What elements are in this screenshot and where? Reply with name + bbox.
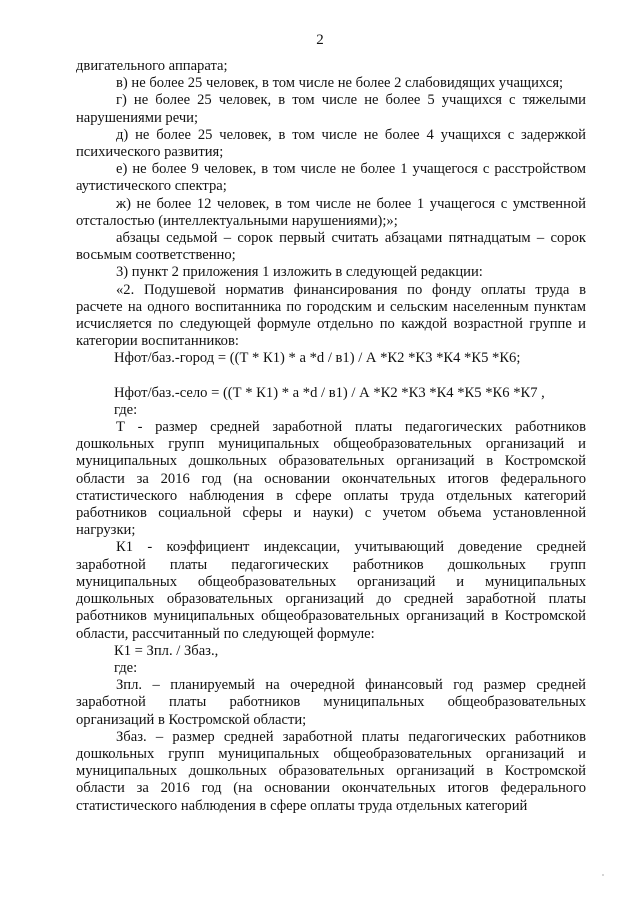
formula-village: Нфот/баз.-село = ((Т * К1) * а *d / в1) / А *К2 *К3 *К4 *К5 *К6 *К7 , [114, 384, 545, 401]
where-label: где: [114, 401, 138, 418]
definition-zbaz: Збаз. – размер средней заработной платы педагогических работников дошкольных групп муниципальных общеобразовательных организаций и муниципальных дошкольных образовательных организаций в Костромской области за 2016 год (на основании окончательных итогов федерального статистического наблюдения в сфере оплаты труда отдельных категорий [76, 728, 586, 814]
paragraph-item-3: 3) пункт 2 приложения 1 изложить в следующей редакции: [116, 264, 483, 281]
scan-speck [602, 874, 604, 876]
definition-t: Т - размер средней заработной платы педагогических работников дошкольных групп муниципальных общеобразовательных организаций и муниципальных дошкольных образовательных организаций в Костромской области за 2016 год (на основании окончательных итогов федерального статистического наблюдения в сфере оплаты труда отдельных категорий работников социальной сферы и науки) с учетом объема установленной нагрузки; [76, 419, 586, 539]
list-item-v: в) не более 25 человек, в том числе не более 2 слабовидящих учащихся; [116, 75, 564, 92]
list-item-d: д) не более 25 человек, в том числе не более 4 учащихся с задержкой психического развития; [76, 126, 586, 161]
definition-k1: К1 - коэффициент индексации, учитывающий доведение средней заработной платы педагогических работников дошкольных групп муниципальных общеобразовательных организаций и муниципальных дошкольных образовательных организаций до средней заработной платы работников муниципальных общеобразовательных организаций в Костромской области, рассчитанный по следующей формуле: [76, 539, 586, 642]
list-item-g: г) не более 25 человек, в том числе не более 5 учащихся с тяжелыми нарушениями речи; [76, 92, 586, 126]
formula-city: Нфот/баз.-город = ((Т * К1) * а *d / в1) / А *К2 *К3 *К4 *К5 *К6; [114, 350, 521, 367]
document-body [76, 58, 586, 815]
paragraph-continuation: двигательного аппарата; [76, 58, 228, 74]
where-label-2: где: [114, 659, 138, 676]
formula-k1: К1 = Зпл. / Збаз., [114, 642, 219, 659]
definition-zpl: Зпл. – планируемый на очередной финансовый год размер средней заработной платы работников муниципальных общеобразовательных организаций в Костромской области; [76, 677, 586, 728]
page-number: 2 [316, 32, 324, 48]
list-item-e: е) не более 9 человек, в том числе не более 1 учащегося с расстройством аутистического спектра; [76, 161, 586, 195]
paragraph-norm-definition: «2. Подушевой норматив финансирования по фонду оплаты труда в расчете на одного воспитанника по городским и сельским населенным пунктам исчисляется по следующей формуле отдельно по каждой возрастной группе и категории воспитанников: [76, 281, 586, 350]
paragraph-renumbering: абзацы седьмой – сорок первый считать абзацами пятнадцатым – сорок восьмым соответственно; [76, 230, 586, 264]
list-item-zh: ж) не более 12 человек, в том числе не более 1 учащегося с умственной отсталостью (интеллектуальными нарушениями);»; [76, 195, 586, 229]
